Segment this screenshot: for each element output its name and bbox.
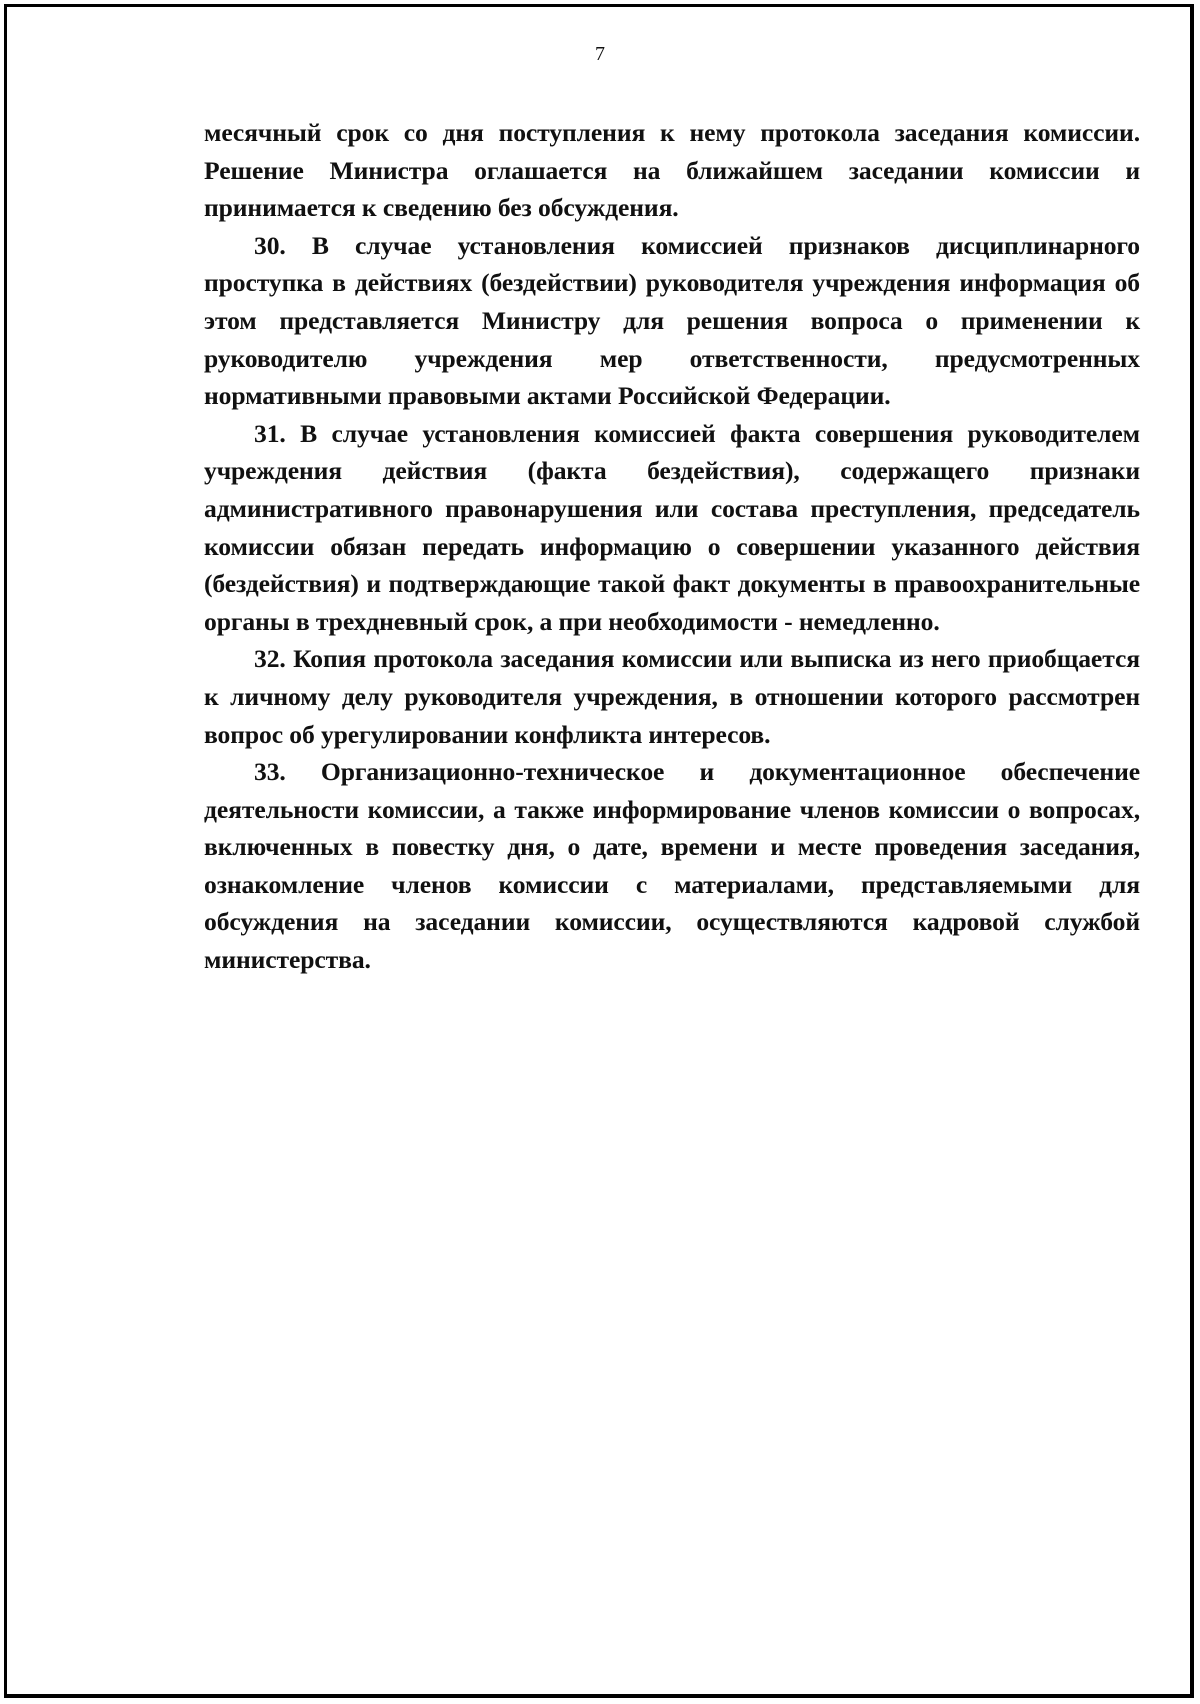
paragraph-32: 32. Копия протокола заседания комиссии или выписка из него приобщается к личному делу руководителя учреждения, в отношении которого рассмотрен вопрос об урегулировании конфликта интересов. bbox=[204, 644, 1140, 749]
paragraph-continuation: месячный срок со дня поступления к нему протокола заседания комиссии. Решение Министра оглашается на ближайшем заседании комиссии и принимается к сведению без обсуждения. bbox=[204, 118, 1140, 223]
page-number: 7 bbox=[595, 43, 605, 65]
paragraph-30: 30. В случае установления комиссией признаков дисциплинарного проступка в действиях (бездействии) руководителя учреждения информация об этом представляется Министру для решения вопроса о применении к руководителю учреждения мер ответственности, предусмотренных нормативными правовыми актами Российской Федерации. bbox=[204, 230, 1140, 411]
document-body bbox=[204, 114, 1140, 979]
paragraph-33: 33. Организационно-техническое и документационное обеспечение деятельности комиссии, а также информирование членов комиссии о вопросах, включенных в повестку дня, о дате, времени и месте проведения заседания, ознакомление членов комиссии с материалами, представляемыми для обсуждения на заседании комиссии, осуществляются кадровой службой министерства. bbox=[204, 757, 1140, 975]
paragraph-31: 31. В случае установления комиссией факта совершения руководителем учреждения действия (факта бездействия), содержащего признаки административного правонарушения или состава преступления, председатель комиссии обязан передать информацию о совершении указанного действия (бездействия) и подтверждающие такой факт документы в правоохранительные органы в трехдневный срок, а при необходимости - немедленно. bbox=[204, 418, 1140, 636]
